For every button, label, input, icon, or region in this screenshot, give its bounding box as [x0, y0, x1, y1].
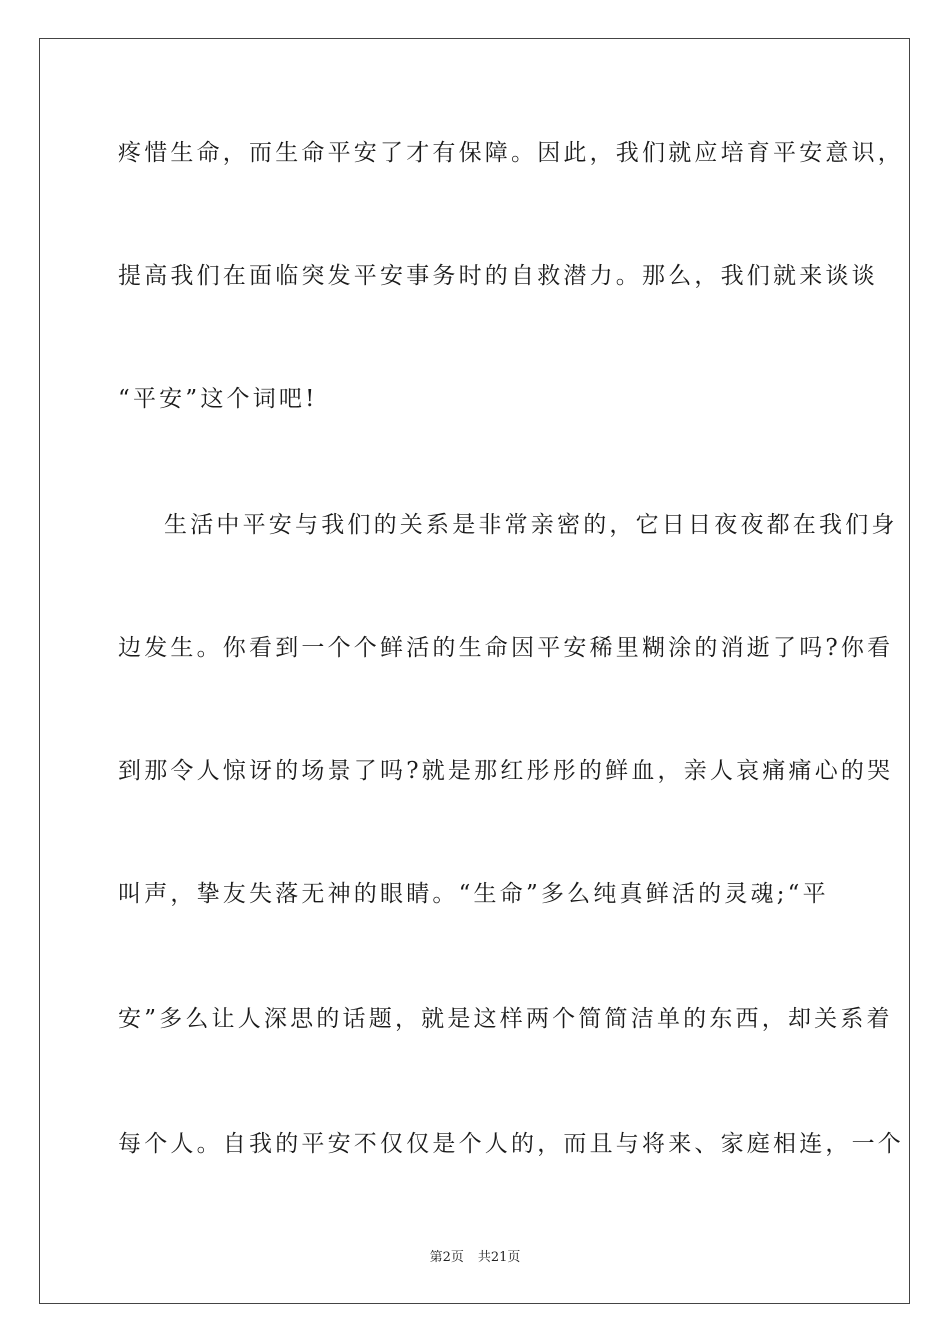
text-line-8: 安”多么让人深思的话题，就是这样两个简简洁单的东西，却关系着 — [118, 1006, 893, 1032]
text-line-1: 疼惜生命，而生命平安了才有保障。因此，我们就应培育平安意识， — [118, 140, 904, 166]
text-line-2: 提高我们在面临突发平安事务时的自救潜力。那么，我们就来谈谈 — [118, 263, 878, 289]
text-line-3: “平安”这个词吧! — [118, 386, 318, 412]
text-line-9: 每个人。自我的平安不仅仅是个人的，而且与将来、家庭相连，一个 — [118, 1131, 904, 1157]
text-line-5: 边发生。你看到一个个鲜活的生命因平安稀里糊涂的消逝了吗?你看 — [118, 635, 894, 661]
text-line-7: 叫声，挚友失落无神的眼睛。“生命”多么纯真鲜活的灵魂;“平 — [118, 881, 829, 907]
page-footer — [0, 1246, 950, 1265]
text-line-4: 生活中平安与我们的关系是非常亲密的，它日日夜夜都在我们身 — [164, 512, 898, 538]
page-number: 第2页 — [429, 1250, 464, 1265]
page-border — [39, 38, 910, 1304]
page-total: 共21页 — [477, 1250, 521, 1265]
text-line-6: 到那令人惊讶的场景了吗?就是那红彤彤的鲜血，亲人哀痛痛心的哭 — [118, 758, 894, 784]
